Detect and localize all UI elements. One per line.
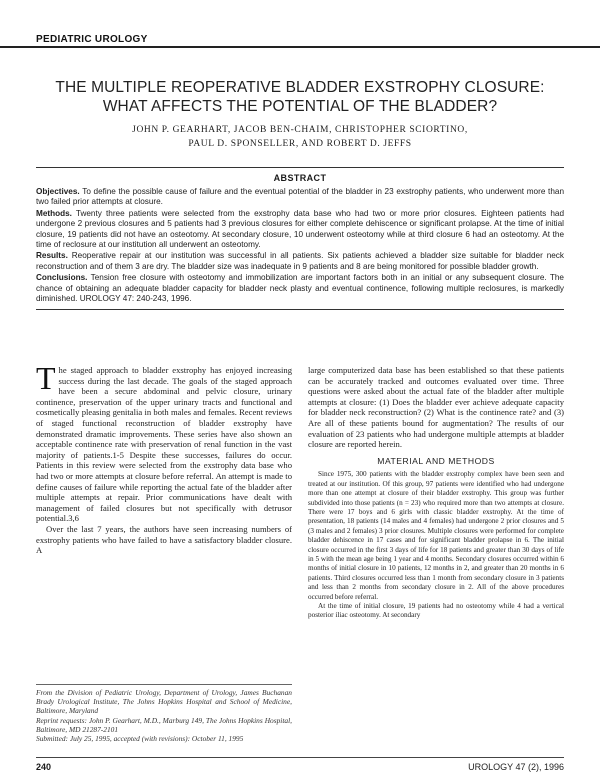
journal-reference: UROLOGY 47 (2), 1996: [468, 762, 564, 772]
intro-paragraph: [36, 360, 292, 524]
methods-label: Methods.: [36, 208, 72, 218]
header-rule: [0, 46, 600, 48]
results-label: Results.: [36, 251, 68, 261]
footnote-submitted: Submitted: July 25, 1995, accepted (with revisions): October 11, 1995: [36, 734, 244, 744]
authors-line-1: JOHN P. GEARHART, JACOB BEN-CHAIM, CHRISTOPHER SCIORTINO,: [132, 125, 468, 135]
right-paragraph-1: large computerized data base has been established so that these patients can be accurately tracked and outcomes evaluated over time. Three questions were asked about the actual fate of the bladder after multiple attempts at closure: (1) Does the bladder ever achieve adequate capacity for bladder neck reconstruction? (2) What is the continence rate? and (3) Are all of these patients bound for augmentation? The results of our evaluation of 23 patients who had undergone multiple attempts at bladder closure are reported herein.: [308, 365, 564, 450]
methods-section-heading: MATERIAL AND METHODS: [377, 455, 495, 466]
abstract-top-rule: [36, 167, 564, 168]
abstract-methods: [36, 209, 564, 251]
abstract-citation: UROLOGY 47: 240-243, 1996.: [77, 294, 192, 304]
abstract-results: [36, 251, 564, 272]
results-text: Reoperative repair at our institution was successful in all patients. Six patients achieved a bladder size suitable for bladder neck reconstruction and of them 3 are dry. The bladder size was inadequate in 9 patients and 8 are being monitored for possible bladder growth.: [36, 251, 564, 271]
left-paragraph-2: Over the last 7 years, the authors have seen increasing numbers of exstrophy patients who have failed to have a satisfactory bladder closure. A: [36, 523, 292, 556]
objectives-text: To define the possible cause of failure and the eventual potential of the bladder in 23 exstrophy patients, who underwent more than two failed prior attempts at closure.: [36, 187, 564, 207]
title-line-1: THE MULTIPLE REOPERATIVE BLADDER EXSTROPHY CLOSURE:: [55, 79, 545, 96]
abstract: [36, 167, 564, 340]
abstract-bottom-rule: [36, 309, 564, 310]
footnote: [36, 688, 292, 743]
drop-cap: T: [36, 360, 56, 396]
title-line-2: WHAT AFFECTS THE POTENTIAL OF THE BLADDER?: [102, 98, 498, 115]
body-column-left: [36, 360, 292, 556]
right-paragraph-3: At the time of initial closure, 19 patients had no osteotomy while 4 had a vertical posterior iliac osteotomy. At secondary: [308, 602, 564, 620]
author-list: [60, 123, 540, 151]
footnote-rule: [36, 684, 292, 685]
abstract-objectives: [36, 187, 564, 208]
conclusions-label: Conclusions.: [36, 273, 88, 283]
page-number: 240: [36, 762, 52, 772]
body-column-right: [308, 365, 564, 621]
authors-line-2: PAUL D. SPONSELLER, AND ROBERT D. JEFFS: [188, 139, 412, 149]
intro-text: he staged approach to bladder exstrophy has enjoyed increasing success during the last decade. The goals of the staged approach have been a secure abdominal and pelvic closure, urinary continence, preservation of the upper urinary tracts and functional and cosmetically pleasing genitalia in both males and females. Recent reviews of staged functional reconstruction of bladder exstrophy have demonstrated dramatic improvements. These series have also shown an acceptable continence rate with preservation of renal function in the vast majority of patients.1-5 Despite these successes, failures do occur. Patients in this review were selected from the exstrophy data base who had two or more attempts at closure before referral. An attempt is made to define causes of failure while reporting the actual fate of the bladder after multiple attempts at repair. Prior communications have dealt with management of failed closures but not specifically with detrusor potential.3,6: [36, 365, 292, 524]
section-tag: PEDIATRIC UROLOGY: [36, 34, 148, 45]
right-paragraph-2: Since 1975, 300 patients with the bladder exstrophy complex have been seen and treated at our institution. Of this group, 97 patients were identified who had undergone more than one attempt at closure of their bladder exstrophy. This group was further subdivided into those patients (n = 23) who required more than two attempts at closure. There were 17 boys and 6 girls with classic bladder exstrophy. At the time of presentation, 18 patients (14 males and 4 females) had undergone 2 prior closures and 5 (3 males and 2 females) 3 prior closures. Multiple closures were performed for complete bladder dehiscence in 17 cases and for significant bladder prolapse in 6. The initial closure occurred in the first 3 days of life for 18 patients and greater than 30 days of life in 5 with the mean age being 1 year and 4 months. Secondary closures occurred within 6 months of initial closure in 10 patients, 12 months in 2, and greater than 20 months in 6 patients. Third closures occurred less than 1 month from secondary closure in 3 patients and less than 2 months from secondary closure in 2. All of the above procedures occurred before referral.: [308, 470, 564, 601]
abstract-conclusions: [36, 273, 564, 304]
methods-text: Twenty three patients were selected from the exstrophy data base who had two or more prior closures. Eighteen patients had undergone 2 previous closures and 5 patients had 3 previous closures for either complete dehiscence or significant prolapse. At the time of initial closure, 19 patients did not have an osteotomy. At secondary closure, 10 underwent osteotomy while at third closure 6 had an osteotomy. At the time of reclosure at our institution all underwent an osteotomy.: [36, 208, 564, 250]
objectives-label: Objectives.: [36, 187, 80, 196]
footnote-affiliation: From the Division of Pediatric Urology, Department of Urology, James Buchanan Brady Urological Institute, The Johns Hopkins Hospital and School of Medicine, Baltimore, Maryland: [36, 688, 292, 716]
article-title: [40, 78, 560, 116]
footnote-reprint: Reprint requests: John P. Gearhart, M.D., Marburg 149, The Johns Hopkins Hospital, Baltimore, MD 21287-2101: [36, 715, 292, 734]
abstract-heading: ABSTRACT: [273, 173, 327, 183]
footer-rule: [36, 757, 564, 758]
conclusions-text: Tension free closure with osteotomy and immobilization are important factors both in an initial or any subsequent closure. The chance of obtaining an adequate bladder capacity for bladder neck plasty and eventual continence, following multiple reclosures, is markedly diminished.: [36, 273, 564, 304]
